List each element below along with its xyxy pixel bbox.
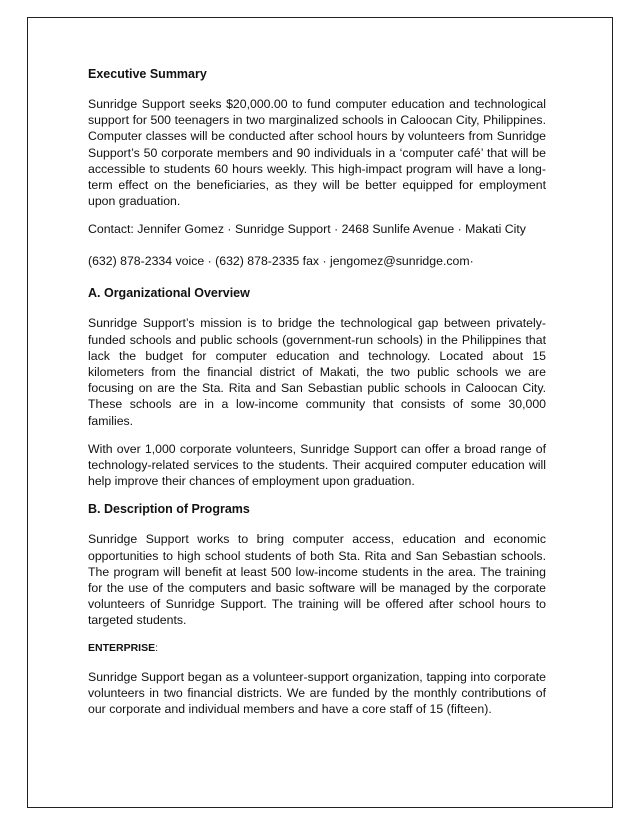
organizational-overview-paragraph-2: With over 1,000 corporate volunteers, Sunridge Support can offer a broad range of technology-related services to the students. Their acquired computer education will help improve their chances of employment upon graduation. — [88, 441, 546, 489]
executive-summary-paragraph: Sunridge Support seeks $20,000.00 to fund computer education and technological support for 500 teenagers in two marginalized schools in Caloocan City, Philippines. Computer classes will be conducted after school hours by volunteers from Sunridge Support’s 50 corporate members and 90 individuals in a ‘computer café’ that will be accessible to students 60 hours weekly. This high-impact program will have a long-term effect on the beneficiaries, as they will be better equipped for employment upon graduation. — [88, 97, 546, 209]
document-body — [88, 66, 546, 729]
description-of-programs-paragraph: Sunridge Support works to bring computer access, education and economic opportunities to high school students of both Sta. Rita and San Sebastian schools. The program will benefit at least 500 low-income students in the area. The training for the use of the computers and basic software will be managed by the corporate volunteers of Sunridge Support. The training will be offered after school hours to targeted students. — [88, 532, 546, 628]
enterprise-heading — [88, 641, 546, 655]
phone-line: (632) 878-2334 voice · (632) 878-2335 fax · jengomez@sunridge.com· — [88, 254, 474, 269]
description-of-programs-heading: B. Description of Programs — [88, 502, 250, 517]
enterprise-heading-label: ENTERPRISE — [88, 641, 156, 654]
organizational-overview-paragraph-1: Sunridge Support’s mission is to bridge the technological gap between privately-funded schools and public schools (government-run schools) in the Philippines that lack the budget for computer education and technology. Located about 15 kilometers from the financial district of Makati, the two public schools we are focusing on are the Sta. Rita and San Sebastian public schools in Caloocan City. These schools are in a low-income community that consists of some 30,000 families. — [88, 316, 546, 428]
executive-summary-heading: Executive Summary — [88, 67, 207, 81]
organizational-overview-heading: A. Organizational Overview — [88, 286, 250, 301]
contact-line: Contact: Jennifer Gomez · Sunridge Support · 2468 Sunlife Avenue · Makati City — [88, 222, 526, 237]
enterprise-heading-colon: : — [155, 641, 159, 654]
enterprise-paragraph: Sunridge Support began as a volunteer-support organization, tapping into corporate volunteers in two financial districts. We are funded by the monthly contributions of our corporate and individual members and have a core staff of 15 (fifteen). — [88, 669, 546, 717]
